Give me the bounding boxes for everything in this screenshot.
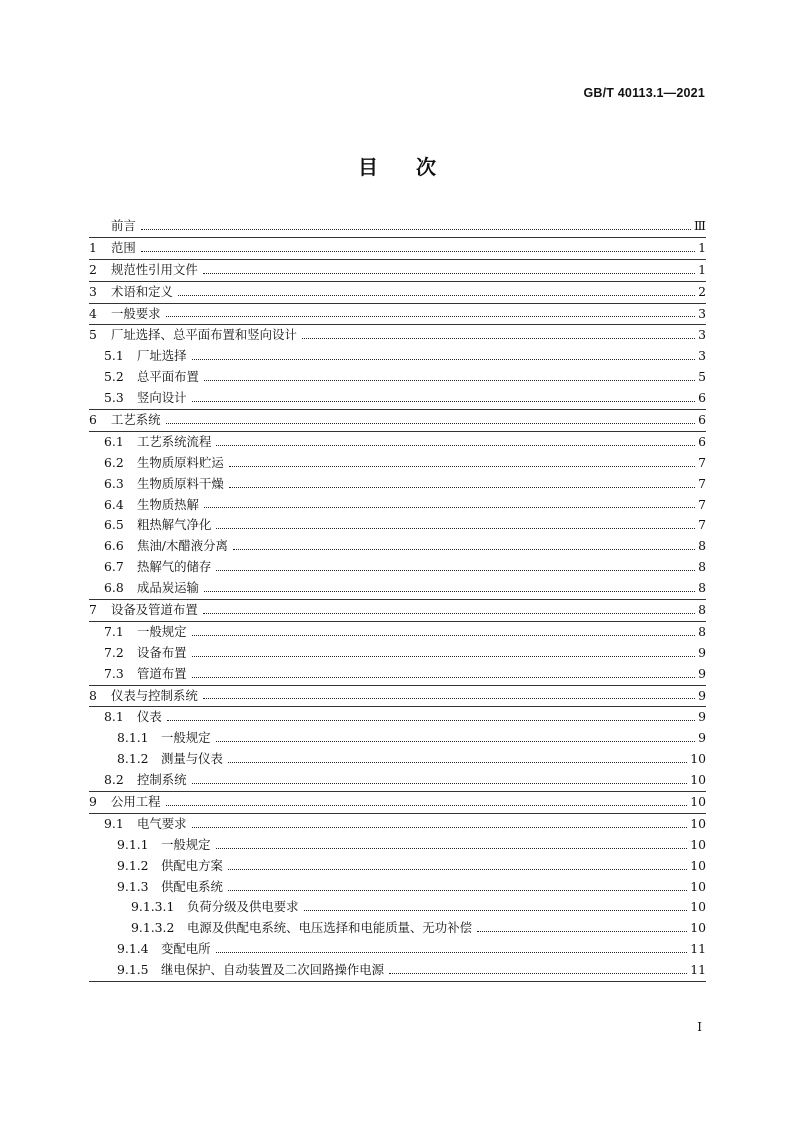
toc-entry-number: 5 [89,327,97,343]
toc-entry-label: 生物质原料干燥 [137,475,224,491]
toc-entry[interactable] [89,410,706,432]
toc-leader-dots [178,294,695,296]
toc-leader-dots [228,761,687,763]
toc-entry-number: 6.1 [104,433,124,449]
toc-entry[interactable] [89,238,706,260]
toc-entry-page: 10 [690,878,706,894]
toc-entry-page: 8 [698,538,706,554]
toc-entry-label: 供配电系统 [161,878,223,894]
toc-entry-label: 竖向设计 [137,390,187,406]
toc-entry[interactable] [89,960,706,982]
toc-entry-page: 6 [698,433,706,449]
toc-entry[interactable] [89,346,706,367]
toc-leader-dots [216,569,695,571]
toc-entry-number: 7.3 [104,665,124,681]
toc-entry-label: 前言 [111,217,136,233]
toc-entry-label: 焦油/木醋液分离 [137,538,228,554]
toc-entry[interactable] [89,304,706,326]
toc-entry-number: 2 [89,261,97,277]
toc-entry-number: 1 [89,239,97,255]
toc-entry[interactable] [89,453,706,474]
toc-entry-page: 1 [698,261,706,277]
toc-leader-dots [192,826,688,828]
page-title [0,151,794,180]
toc-entry-label: 供配电方案 [161,857,223,873]
toc-entry-page: 10 [690,772,706,788]
toc-entry-page: 9 [698,730,706,746]
toc-entry-label: 总平面布置 [137,369,199,385]
toc-leader-dots [228,889,687,891]
toc-entry[interactable] [89,814,706,835]
toc-entry-label: 规范性引用文件 [111,261,198,277]
toc-entry-page: 5 [698,369,706,385]
toc-entry[interactable] [89,536,706,557]
toc-entry-label: 仪表与控制系统 [111,687,198,703]
toc-leader-dots [167,719,695,721]
toc-entry-number: 9.1 [104,815,124,831]
toc-entry-label: 变配电所 [161,941,211,957]
toc-entry-page: 8 [698,623,706,639]
toc-entry-label: 一般规定 [137,623,187,639]
toc-entry-label: 一般规定 [161,836,211,852]
toc-entry-page: 3 [698,327,706,343]
toc-entry-page: 10 [690,920,706,936]
standard-code: GB/T 40113.1—2021 [583,86,705,100]
toc-entry-number: 6.8 [104,580,124,596]
toc-entry-number: 6.2 [104,454,124,470]
toc-entry-number: 9.1.2 [117,857,149,873]
toc-leader-dots [229,486,695,488]
toc-entry-number: 9.1.4 [117,941,149,957]
toc-entry[interactable] [89,474,706,495]
toc-leader-dots [216,444,695,446]
toc-entry-page: 11 [690,941,706,957]
toc-entry[interactable] [89,643,706,664]
toc-entry-number: 6.7 [104,559,124,575]
toc-entry-number: 6.6 [104,538,124,554]
toc-leader-dots [216,951,688,953]
toc-leader-dots [166,422,695,424]
toc-leader-dots [203,612,695,614]
toc-leader-dots [229,465,695,467]
toc-leader-dots [141,250,695,252]
toc-leader-dots [141,228,691,230]
toc-entry-number: 5.1 [104,348,124,364]
toc-entry-label: 设备及管道布置 [111,602,198,618]
toc-entry-label: 厂址选择、总平面布置和竖向设计 [111,327,297,343]
toc-leader-dots [302,337,695,339]
toc-entry-number: 8 [89,687,97,703]
toc-leader-dots [233,548,695,550]
toc-entry[interactable] [89,557,706,578]
toc-leader-dots [304,909,688,911]
toc-entry-page: 2 [698,283,706,299]
toc-entry-page: 3 [698,348,706,364]
toc-entry-label: 粗热解气净化 [137,517,212,533]
toc-leader-dots [192,400,695,402]
toc-entry-label: 生物质热解 [137,496,199,512]
toc-entry-number: 8.1 [104,709,124,725]
toc-entry-label: 成品炭运输 [137,580,199,596]
toc-entry-label: 测量与仪表 [161,751,223,767]
toc-entry-page: 8 [698,602,706,618]
toc-entry-number: 4 [89,305,97,321]
toc-leader-dots [166,804,688,806]
toc-entry-number: 5.3 [104,390,124,406]
toc-entry-label: 仪表 [137,709,162,725]
toc-entry-page: 10 [690,751,706,767]
toc-entry-number: 6.4 [104,496,124,512]
toc-entry[interactable] [89,835,706,856]
toc-entry[interactable] [89,622,706,643]
toc-entry-number: 5.2 [104,369,124,385]
toc-leader-dots [192,782,688,784]
toc-leader-dots [216,847,688,849]
toc-entry-label: 电源及供配电系统、电压选择和电能质量、无功补偿 [187,920,472,936]
toc-entry-page: 7 [698,454,706,470]
toc-entry-page: 7 [698,475,706,491]
toc-entry-label: 负荷分级及供电要求 [187,899,299,915]
toc-entry[interactable] [89,282,706,304]
toc-entry[interactable] [89,898,706,919]
toc-entry[interactable] [89,216,706,238]
toc-entry-label: 控制系统 [137,772,187,788]
toc-entry-page: 3 [698,305,706,321]
toc-entry[interactable] [89,856,706,877]
toc-entry-number: 9.1.3.1 [131,899,175,915]
toc-entry-page: Ⅲ [694,217,706,233]
toc-entry[interactable] [89,260,706,282]
toc-entry-number: 7 [89,602,97,618]
toc-entry-label: 继电保护、自动装置及二次回路操作电源 [161,962,385,978]
toc-entry-number: 8.1.1 [117,730,149,746]
toc-entry-page: 11 [690,962,706,978]
toc-leader-dots [204,590,695,592]
toc-leader-dots [389,972,687,974]
toc-entry-label: 生物质原料贮运 [137,454,224,470]
toc-entry-page: 9 [698,644,706,660]
toc-leader-dots [166,315,695,317]
toc-entry-label: 厂址选择 [137,348,187,364]
toc-entry[interactable] [89,939,706,960]
toc-entry-number: 9.1.3 [117,878,149,894]
page-number: I [697,1020,702,1034]
toc-entry-label: 工艺系统 [111,412,161,427]
toc-entry[interactable] [89,707,706,728]
toc-entry-number: 8.2 [104,772,124,788]
toc-entry[interactable] [89,600,706,622]
toc-entry-page: 8 [698,559,706,575]
toc-entry-label: 工艺系统流程 [137,433,212,449]
toc-leader-dots [204,506,695,508]
toc-entry-number: 6.5 [104,517,124,533]
toc-leader-dots [203,697,695,699]
toc-entry-page: 7 [698,496,706,512]
toc-entry[interactable] [89,388,706,410]
toc-entry-page: 6 [698,412,706,427]
toc-leader-dots [192,676,695,678]
toc-leader-dots [216,740,695,742]
toc-entry-label: 一般要求 [111,305,161,321]
toc-entry-label: 设备布置 [137,644,187,660]
toc-entry-page: 8 [698,580,706,596]
toc-entry[interactable] [89,578,706,600]
toc-entry[interactable] [89,728,706,749]
toc-entry-page: 1 [698,239,706,255]
toc-entry-number: 9.1.5 [117,962,149,978]
toc-entry[interactable] [89,325,706,346]
toc-entry-page: 10 [690,836,706,852]
toc-entry-page: 9 [698,687,706,703]
toc-entry[interactable] [89,367,706,388]
toc-entry[interactable] [89,664,706,686]
toc-entry-page: 10 [690,857,706,873]
toc-entry[interactable] [89,432,706,453]
toc-entry-label: 一般规定 [161,730,211,746]
toc-entry-label: 电气要求 [137,815,187,831]
toc-entry[interactable] [89,686,706,708]
toc-leader-dots [216,527,695,529]
toc-leader-dots [192,634,695,636]
toc-entry-label: 公用工程 [111,794,161,810]
toc-leader-dots [192,358,695,360]
toc-leader-dots [228,868,687,870]
toc-leader-dots [477,930,687,932]
toc-entry-label: 热解气的储存 [137,559,212,575]
toc-entry-number: 6 [89,412,97,427]
toc-entry-label: 范围 [111,239,136,255]
toc-leader-dots [203,272,695,274]
table-of-contents [89,216,706,982]
toc-leader-dots [192,655,695,657]
toc-entry-number: 6.3 [104,475,124,491]
toc-entry[interactable] [89,495,706,516]
toc-entry[interactable] [89,792,706,814]
page-title-text: 目次 [358,155,474,179]
toc-entry-page: 10 [690,899,706,915]
toc-entry-number: 7.1 [104,623,124,639]
toc-entry[interactable] [89,515,706,536]
toc-entry[interactable] [89,770,706,792]
toc-entry[interactable] [89,918,706,939]
toc-entry-label: 术语和定义 [111,283,173,299]
toc-entry-page: 10 [690,815,706,831]
toc-leader-dots [204,379,695,381]
toc-entry-page: 9 [698,709,706,725]
toc-entry-number: 9.1.1 [117,836,149,852]
toc-entry[interactable] [89,749,706,770]
toc-entry-page: 10 [690,794,706,810]
toc-entry-number: 3 [89,283,97,299]
toc-entry-label: 管道布置 [137,665,187,681]
toc-entry-number: 9 [89,794,97,810]
toc-entry-number: 8.1.2 [117,751,149,767]
toc-entry[interactable] [89,877,706,898]
toc-entry-page: 6 [698,390,706,406]
toc-entry-number: 9.1.3.2 [131,920,175,936]
toc-entry-page: 9 [698,665,706,681]
toc-entry-page: 7 [698,517,706,533]
toc-entry-number: 7.2 [104,644,124,660]
